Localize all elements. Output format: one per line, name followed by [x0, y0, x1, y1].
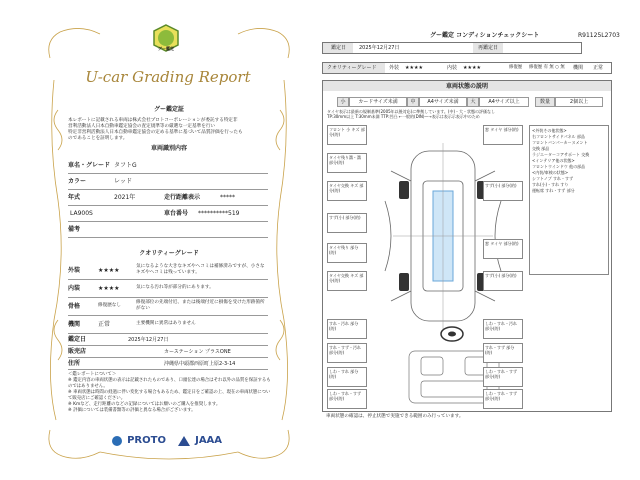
interior-note: しわ・すれ・すず 部分(的) — [327, 389, 367, 409]
equip-line: 右フロントサイドパネル 部品 — [532, 134, 585, 139]
grade-item-value: ★★★★ — [405, 65, 423, 71]
scale-cell: カードサイズ未満 — [349, 97, 407, 107]
address-value: 沖縄県中頭郡西原町上原2-3-14 — [164, 361, 236, 367]
equip-line: ラジエーターコアサポート 交換 — [532, 152, 590, 157]
damage-note: タイヤ残り 部分(的) — [327, 243, 367, 263]
vehicle-row — [68, 158, 268, 174]
note-line: ＜鑑レポートについて＞ — [68, 372, 117, 377]
damage-note: タイヤ残り溝・溝 部分(的) — [327, 153, 367, 173]
row-value: 2021年 — [114, 194, 136, 201]
legend-line: タイヤ表示は最新の規制基準(2005年以後対応)に準拠しています。(中)・大・状態の評価なし — [327, 109, 496, 114]
quality-desc: 気になるような大きなキズやへコミは補修済みですが、小さなキズやへコミは残っています。 — [136, 264, 265, 275]
row-value: タフトG — [114, 162, 137, 169]
damage-note: 窓 タイヤ 部分(的) — [483, 125, 523, 145]
jaaa-mark-icon — [178, 436, 190, 446]
quality-stars: ★★★★ — [98, 267, 120, 274]
note-line: ※ 評価については装備書類等の評価と異なる場合がございます。 — [68, 408, 196, 413]
row-value-2: **********519 — [198, 210, 240, 217]
scale-cell: A4サイズ未満 — [419, 97, 467, 107]
legend-line: TP:30mm以上 T:30mm未満 TTP:凹凸 ←一般的(DIN)—→表示は表示示表示中のため — [327, 114, 480, 119]
jaaa-logo-text: JAAA — [195, 435, 223, 446]
grade-item-label: 機関 — [573, 65, 584, 71]
interior-note: すれ・汚れ 部分(的) — [327, 319, 367, 339]
steering-wheel-icon — [439, 325, 465, 343]
row-label-2: 車台番号 — [164, 210, 189, 217]
grade-bar — [322, 62, 612, 74]
equip-line: <インテリア他の状態> — [532, 158, 575, 163]
shop-value: カーステーション プラスONE — [164, 349, 231, 355]
equip-line: すれ(小)・すれ すり — [532, 182, 569, 187]
row-value: レッド — [114, 178, 132, 185]
equip-line: フロントバンパーカーヌメント — [532, 140, 588, 145]
quality-table — [68, 262, 268, 334]
car-top-diagram — [383, 141, 503, 331]
equip-line: シフトノブ すれ・すず — [532, 176, 574, 181]
damage-note: すず(小) 部分(的) — [327, 213, 367, 233]
quality-stars: ★★★★ — [98, 285, 120, 292]
interior-note: すれ・すず 部分(的) — [483, 343, 523, 363]
note-line: ※ 車両状態は時間の経過に伴い変化する場合もあるため、鑑定日をご確認の上、現在の車両状態について販売店にご確認ください。 — [68, 390, 271, 401]
proto-mark-icon — [112, 436, 122, 446]
equip-line: 運転席 すれ・すず 部分 — [532, 188, 575, 193]
condition-panel — [322, 80, 612, 412]
cert-notes — [68, 372, 273, 414]
equipment-notes — [529, 125, 609, 275]
vehicle-row — [68, 222, 268, 238]
dealer-block — [68, 334, 268, 370]
quality-label: 機関 — [68, 321, 81, 328]
grade-item-label: 内装 — [447, 65, 458, 71]
damage-note: すず(小) 部分(的) — [483, 181, 523, 201]
row-label-2: 走行距離表示 — [164, 194, 201, 201]
cert-subtitle: グー鑑定証 — [153, 106, 184, 113]
grading-certificate — [40, 20, 298, 465]
sheet-code: R91125L2703 — [578, 32, 620, 39]
interior-note: しわ・すれ・すず 部分(的) — [483, 367, 523, 387]
sheet-title: グー鑑定 コンディションチェックシート — [430, 32, 540, 39]
interior-note: しわ・すれ・すず 部分(的) — [483, 389, 523, 409]
cert-intro — [68, 118, 273, 142]
interior-note: しわ・すれ・汚れ 部分(的) — [483, 319, 523, 339]
date-row — [68, 334, 268, 346]
equip-line: 交換 部品 — [532, 146, 550, 151]
scale-cell: A4サイズ以上 — [479, 97, 529, 107]
grade-item-label: 外装 — [389, 65, 400, 71]
intro-line: 本レポートに記載される車両は株式会社プロトコーポレーションが委託する特定非 — [68, 118, 238, 123]
vehicle-section-title: 車両識別内容 — [150, 145, 187, 152]
jaaa-logo — [178, 430, 222, 449]
script-title: U-car Grading Report — [85, 68, 251, 86]
badge-label: グー鑑定 — [158, 46, 174, 51]
sheet-date-value: 2025年12月27日 — [359, 45, 400, 51]
sheet-reg-label: 再鑑定日 — [478, 45, 499, 51]
row-label: LA900S — [70, 210, 93, 217]
sheet-date-label: 鑑定日 — [331, 45, 347, 51]
proto-logo — [112, 430, 166, 449]
shop-label: 販売店 — [68, 348, 87, 355]
grade-label: クオリティーグレード — [327, 65, 377, 71]
intro-line: 特定非営利活動法人日本自動車鑑定協会の定める基準に基づいて品質評価を行ったも — [68, 130, 243, 135]
quality-label: 内装 — [68, 285, 81, 292]
quality-desc: 修復部位の先端付近、または後端付近に損傷を受けた形跡箇所がない — [136, 300, 265, 311]
equip-line: <外装その他状態> — [532, 128, 567, 133]
quality-stars: 修復歴なし — [98, 303, 121, 308]
note-line: ※ 鑑定内容の車両状態の表示は記載されたものであり、口頭伝達の場合はそれ以外の品質を保証するものではありません。 — [68, 378, 271, 389]
shop-row — [68, 346, 268, 358]
intro-line: 営利活動法人日本自動車鑑定協会の査定規準等の厳選な一定基準を行い — [68, 124, 216, 129]
row-label: 車名・グレード — [68, 162, 111, 169]
grade-item-value: 正常 — [593, 65, 604, 71]
row-label: カラー — [68, 178, 87, 185]
date-bar — [322, 42, 582, 54]
quality-desc: 主要機関に異常はありません — [136, 321, 196, 326]
sheet-footer: 車両状態の確認は、停止状態で実施できる範囲のみ行っています。 — [326, 414, 464, 419]
scale-cell: 大 — [467, 97, 479, 107]
grade-item-value: 修復歴 有 無 ○ 無 — [529, 65, 565, 70]
scale-cell: 小 — [337, 97, 349, 107]
damage-note: タイヤ交換 キズ 部分(的) — [327, 271, 367, 291]
damage-note: タイヤ交換 キズ 部分(的) — [327, 181, 367, 201]
grade-item-value: ★★★★ — [463, 65, 481, 71]
row-label: 備考 — [68, 226, 81, 233]
vehicle-row — [68, 206, 268, 222]
address-label: 住所 — [68, 360, 81, 367]
damage-note: すず(小) 部分(的) — [483, 271, 523, 291]
equip-line: <内装/車検の状態> — [532, 170, 569, 175]
interior-note: しわ・すれ 部分(的) — [327, 367, 367, 387]
grade-item-label: 修復歴 — [509, 65, 523, 70]
quality-stars: 正常 — [98, 321, 111, 328]
scale-cell: 中 — [407, 97, 419, 107]
quality-label: 外装 — [68, 267, 81, 274]
quality-row — [68, 298, 268, 316]
vehicle-row — [68, 174, 268, 190]
note-line: ※ Kmなど、走行距離のなどの記録についてはお願いのご購入を推奨します。 — [68, 402, 221, 407]
quality-row — [68, 262, 268, 280]
quality-row — [68, 280, 268, 298]
scale-cell: 2個以上 — [555, 97, 603, 107]
quality-desc: 気になる汚れ等が部分的にあります。 — [136, 285, 214, 290]
condition-title: 車両状態の説明 — [445, 83, 488, 90]
damage-note: 窓 タイヤ 部分(的) — [483, 239, 523, 259]
vehicle-row — [68, 190, 268, 206]
equip-line: フロントウインドウ 他の部品 — [532, 164, 586, 169]
quality-section-title: クオリティーグレード — [139, 250, 199, 257]
quality-row — [68, 316, 268, 334]
date-label: 鑑定日 — [68, 336, 87, 343]
proto-logo-text: PROTO — [127, 435, 166, 446]
scale-cell: 数量 — [535, 97, 555, 107]
interior-note: すれ・すず・汚れ 部分(的) — [327, 343, 367, 363]
goo-badge — [152, 24, 180, 52]
quality-label: 骨格 — [68, 303, 81, 310]
vehicle-table — [68, 158, 268, 238]
row-label: 年式 — [68, 194, 81, 201]
damage-note: フロント 小 キズ 部分(的) — [327, 125, 367, 145]
date-value: 2025年12月27日 — [128, 337, 169, 343]
address-row — [68, 358, 268, 370]
row-value-2: ***** — [220, 194, 235, 201]
intro-line: のであることを証明します。 — [68, 136, 128, 141]
